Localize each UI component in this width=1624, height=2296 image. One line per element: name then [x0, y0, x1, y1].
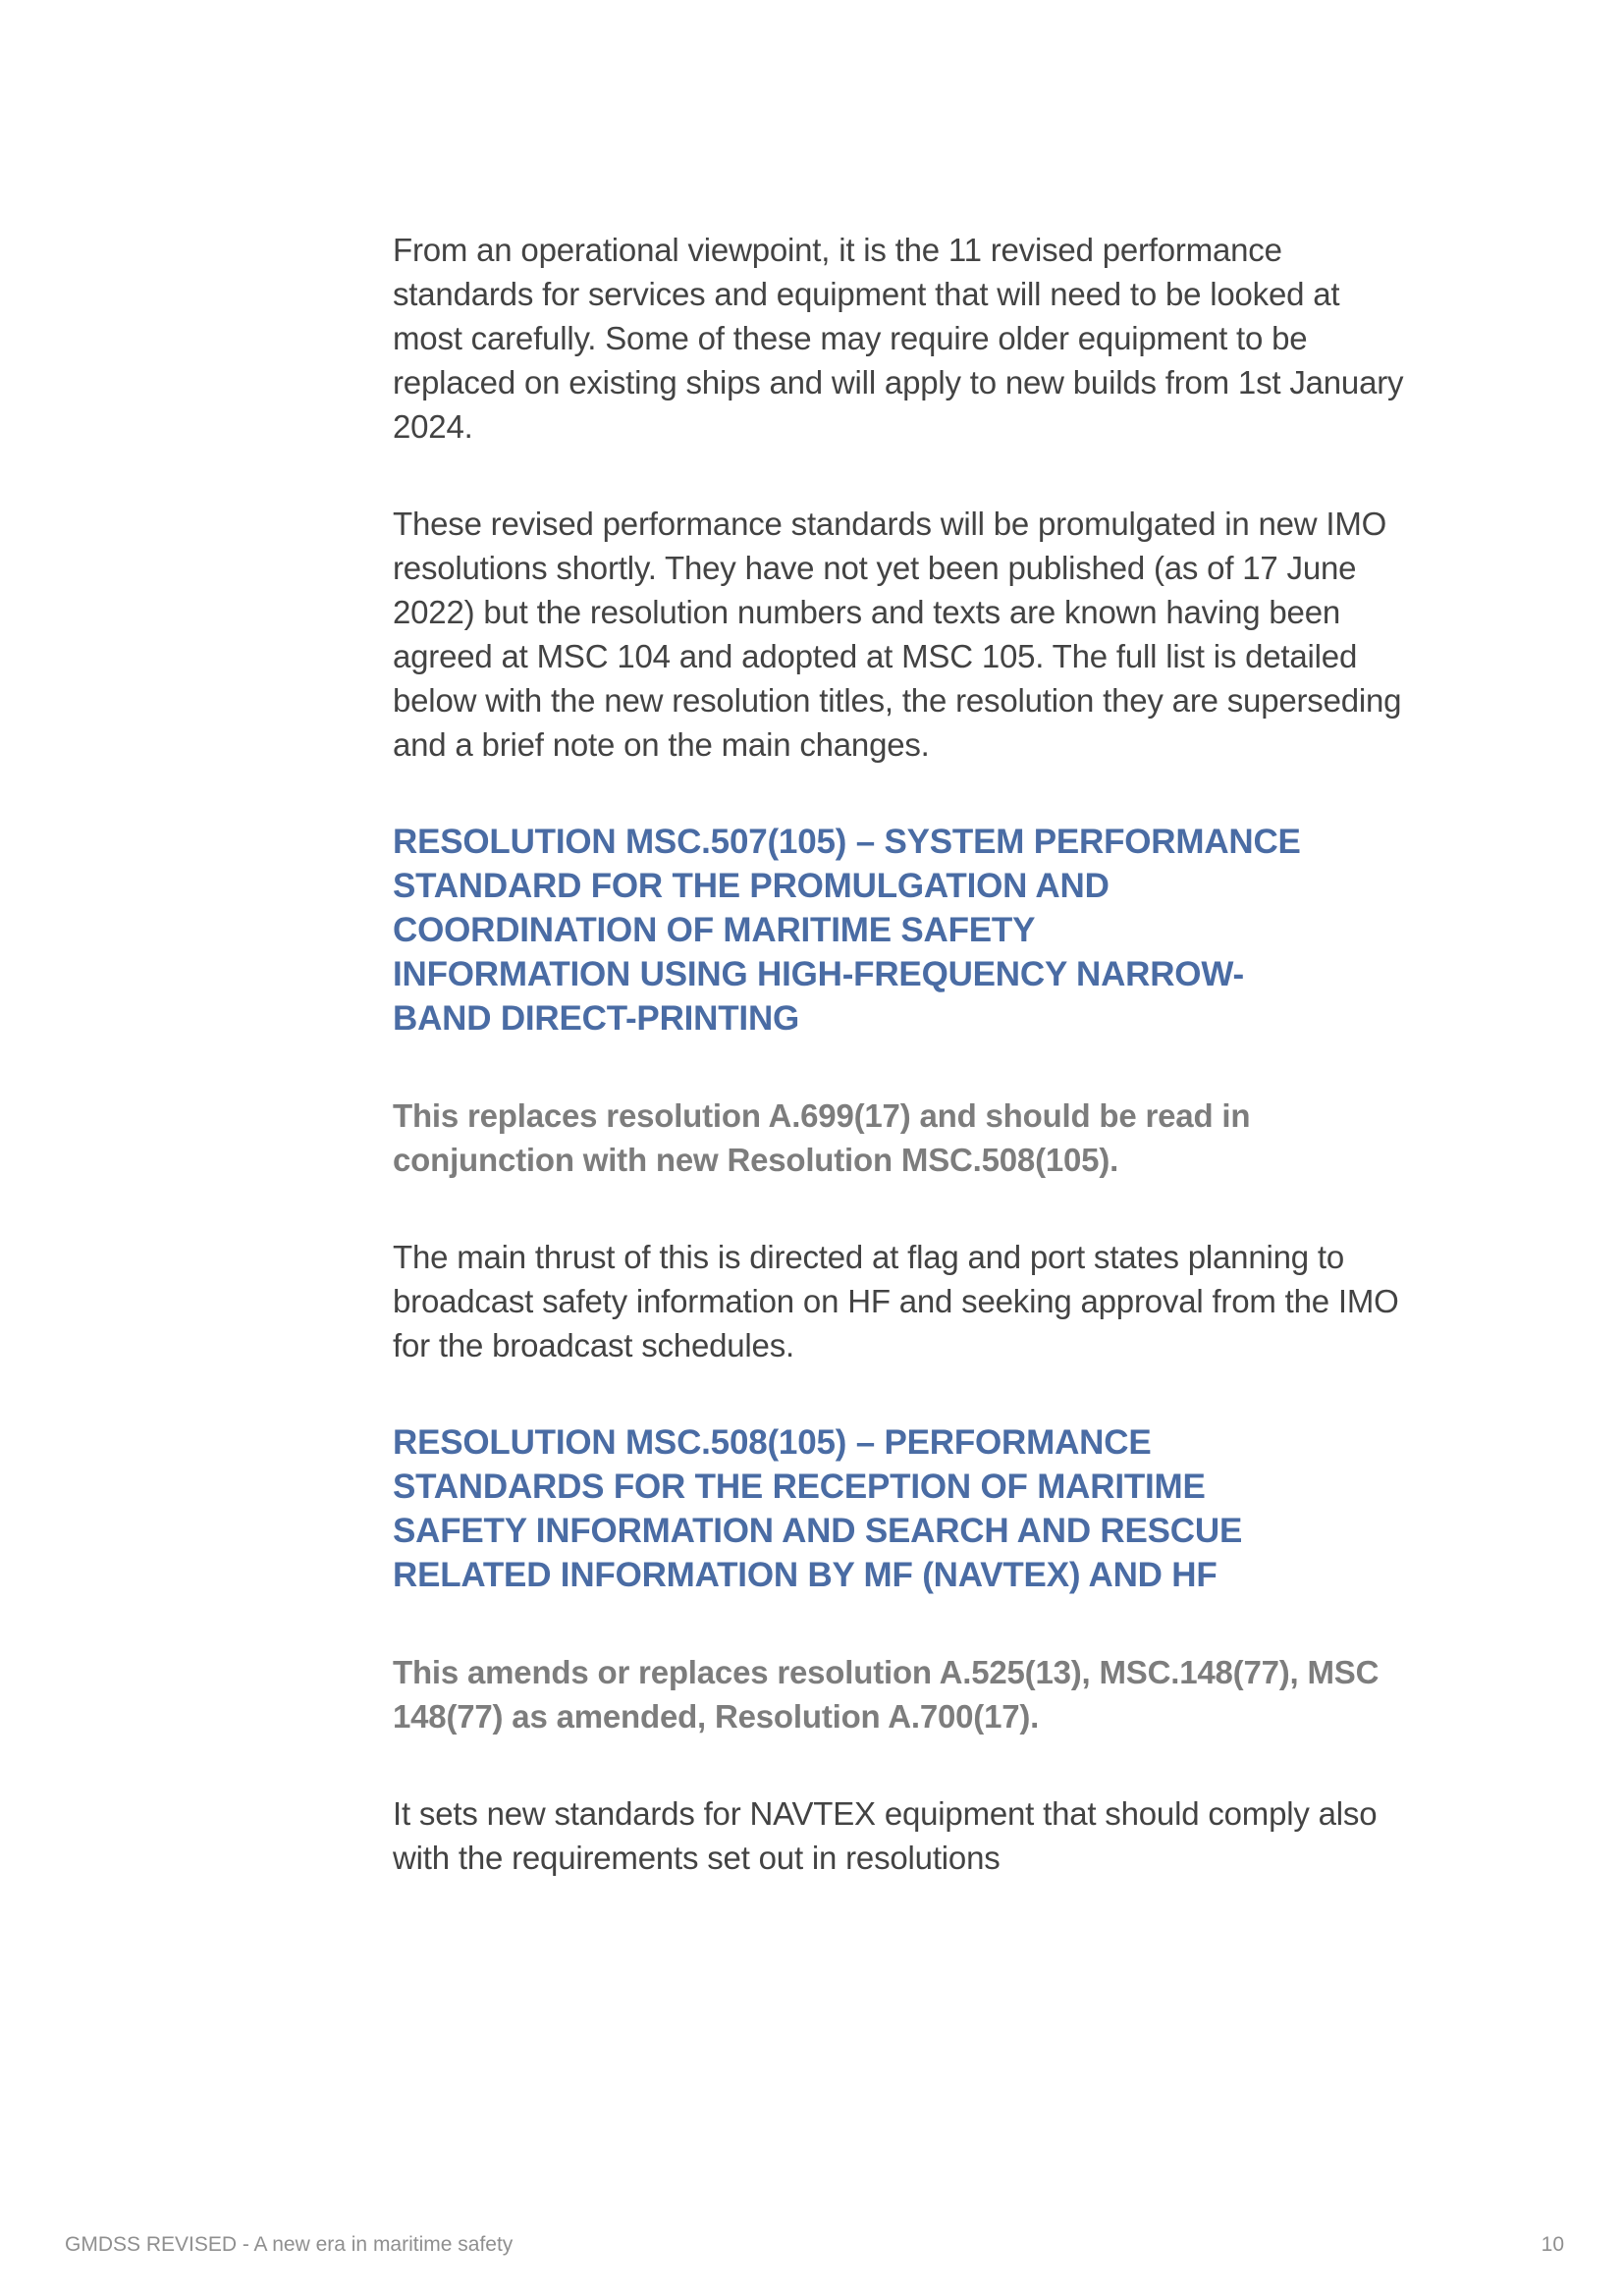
heading-resolution-msc-507 — [393, 820, 1414, 1041]
document-body — [393, 228, 1414, 1933]
paragraph-replaces-a699: This replaces resolution A.699(17) and should be read in conjunction with new Resolution MSC.508(105). — [393, 1097, 1251, 1178]
paragraph-operational-viewpoint: From an operational viewpoint, it is the 11 revised performance standards for services and equipment that will need to be looked at most carefully. Some of these may require older equipment to be replaced on existing ships and will apply to new builds from 1st January 2024. — [393, 232, 1404, 445]
footer-document-title: GMDSS REVISED - A new era in maritime safety — [65, 2233, 514, 2256]
heading-resolution-msc-508 — [393, 1420, 1414, 1597]
paragraph-main-thrust: The main thrust of this is directed at flag and port states planning to broadcast safety information on HF and seeking approval from the IMO for the broadcast schedules. — [393, 1239, 1399, 1363]
heading-line: BAND DIRECT-PRINTING — [393, 999, 800, 1038]
heading-line: RELATED INFORMATION BY MF (NAVTEX) AND HF — [393, 1556, 1218, 1594]
heading-line: RESOLUTION MSC.507(105) – SYSTEM PERFORMANCE — [393, 823, 1301, 861]
paragraph-revised-standards: These revised performance standards will be promulgated in new IMO resolutions shortly. They have not yet been published (as of 17 June 2022) but the resolution numbers and texts are known having been agreed at MSC 104 and adopted at MSC 105. The full list is detailed below with the new resolution titles, the resolution they are superseding and a brief note on the main changes. — [393, 506, 1402, 763]
heading-line: INFORMATION USING HIGH-FREQUENCY NARROW- — [393, 955, 1244, 993]
heading-line: SAFETY INFORMATION AND SEARCH AND RESCUE — [393, 1512, 1243, 1550]
page-footer — [0, 2230, 1624, 2260]
heading-line: STANDARD FOR THE PROMULGATION AND — [393, 867, 1110, 905]
heading-line: RESOLUTION MSC.508(105) – PERFORMANCE — [393, 1423, 1152, 1462]
heading-line: STANDARDS FOR THE RECEPTION OF MARITIME — [393, 1468, 1206, 1506]
paragraph-amends-a525: This amends or replaces resolution A.525(13), MSC.148(77), MSC 148(77) as amended, Resolution A.700(17). — [393, 1654, 1380, 1735]
footer-page-number: 10 — [1541, 2233, 1564, 2256]
heading-line: COORDINATION OF MARITIME SAFETY — [393, 911, 1036, 949]
paragraph-navtex-standards: It sets new standards for NAVTEX equipment that should comply also with the requirements set out in resolutions — [393, 1795, 1378, 1876]
